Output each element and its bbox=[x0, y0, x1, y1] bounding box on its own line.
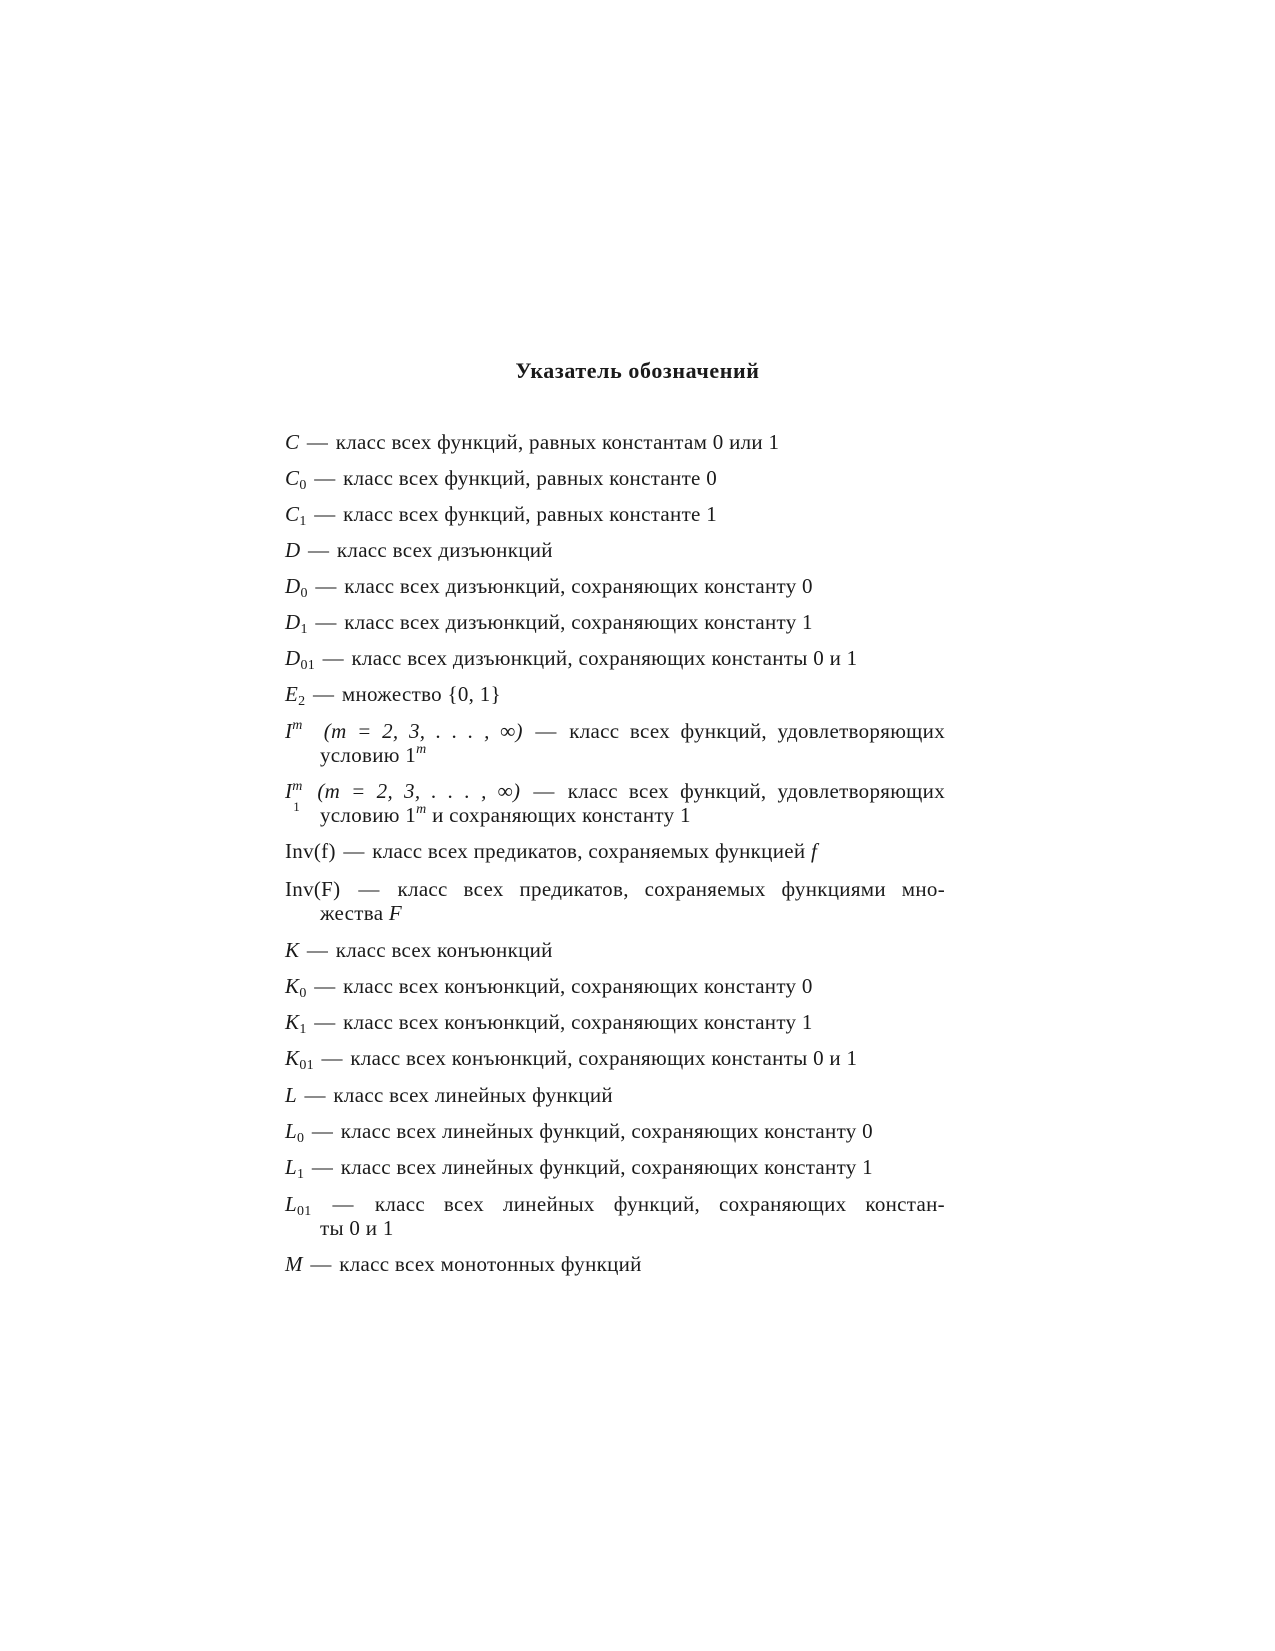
notation-entry-m bbox=[285, 1252, 945, 1277]
entry-line-2 bbox=[285, 803, 945, 828]
notation-subscript: 1 bbox=[293, 799, 301, 814]
dash: — bbox=[311, 1119, 334, 1143]
notation-description: класс всех предикатов, сохраняемых функцией bbox=[372, 839, 806, 863]
notation-entry-l1 bbox=[285, 1155, 945, 1180]
notation-entry-l0 bbox=[285, 1119, 945, 1144]
notation-entry-d1 bbox=[285, 610, 945, 635]
notation-symbol: Inv(f) bbox=[285, 839, 336, 863]
notation-symbol: D bbox=[285, 646, 301, 670]
notation-description-cont: условию 1 bbox=[320, 743, 417, 767]
notation-symbol: I bbox=[285, 719, 293, 743]
notation-entry-inv-f bbox=[285, 839, 945, 864]
notation-symbol: L bbox=[285, 1192, 297, 1216]
notation-description: класс всех конъюнкций, сохраняющих константу 1 bbox=[343, 1010, 813, 1034]
dash: — bbox=[310, 1252, 332, 1276]
notation-description-cont: жества bbox=[320, 901, 384, 925]
notation-entry-d01 bbox=[285, 646, 945, 671]
dash: — bbox=[308, 538, 330, 562]
notation-description: класс всех функций, равных константе 0 bbox=[343, 466, 718, 490]
dash: — bbox=[343, 839, 365, 863]
notation-symbol: C bbox=[285, 502, 300, 526]
notation-description: класс всех линейных функций, сохраняющих констан- bbox=[374, 1192, 945, 1216]
notation-description: класс всех линейных функций, сохраняющих константу 1 bbox=[340, 1155, 873, 1179]
notation-superscript: m bbox=[292, 718, 303, 733]
notation-symbol: D bbox=[285, 574, 301, 598]
notation-entry-e2 bbox=[285, 682, 945, 707]
notation-subscript: 0 bbox=[299, 478, 307, 493]
page-title: Указатель обозначений bbox=[515, 358, 760, 383]
notation-entry-k bbox=[285, 938, 945, 963]
notation-subscript: 01 bbox=[299, 1058, 314, 1073]
notation-supsub bbox=[292, 779, 306, 814]
condition-superscript: m bbox=[416, 802, 427, 817]
notation-entry-k0 bbox=[285, 974, 945, 999]
notation-subscript: 1 bbox=[300, 622, 308, 637]
entry-line-2 bbox=[285, 743, 945, 768]
notation-symbol: K bbox=[285, 938, 300, 962]
notation-symbol: M bbox=[285, 1252, 303, 1276]
notation-entry-d bbox=[285, 538, 945, 563]
notation-entry-k1 bbox=[285, 1010, 945, 1035]
notation-description: класс всех линейных функций bbox=[333, 1083, 613, 1107]
notation-description: класс всех дизъюнкций, сохраняющих константу 1 bbox=[344, 610, 813, 634]
notation-subscript: 01 bbox=[296, 1204, 312, 1219]
entry-line-1 bbox=[285, 719, 945, 744]
notation-subscript: 0 bbox=[300, 586, 308, 601]
notation-description: класс всех конъюнкций, сохраняющих константу 0 bbox=[343, 974, 813, 998]
notation-description: класс всех конъюнкций bbox=[335, 938, 553, 962]
notation-description-cont: ты 0 и 1 bbox=[320, 1216, 394, 1240]
notation-subscript: 0 bbox=[296, 1131, 305, 1146]
notation-subscript: 0 bbox=[299, 986, 307, 1001]
notation-entry-c bbox=[285, 430, 945, 455]
notation-symbol: L bbox=[285, 1083, 297, 1107]
entry-line-2 bbox=[285, 1216, 945, 1241]
dash: — bbox=[304, 1083, 326, 1107]
dash: — bbox=[321, 1046, 343, 1070]
notation-entry-c0 bbox=[285, 466, 945, 491]
entry-line-1 bbox=[285, 877, 945, 902]
notation-description: класс всех линейных функций, сохраняющих константу 0 bbox=[340, 1119, 873, 1143]
notation-description: класс всех конъюнкций, сохраняющих константы 0 и 1 bbox=[350, 1046, 858, 1070]
notation-subscript: 1 bbox=[299, 1022, 307, 1037]
entry-line-1 bbox=[285, 1192, 945, 1217]
dash: — bbox=[332, 1192, 354, 1216]
dash: — bbox=[533, 779, 555, 803]
dash: — bbox=[314, 974, 336, 998]
dash: — bbox=[313, 682, 335, 706]
notation-symbol: Inv(F) bbox=[285, 877, 341, 901]
notation-range: (m = 2, 3, . . . , ∞) bbox=[323, 719, 523, 743]
dash: — bbox=[358, 877, 380, 901]
notation-symbol: E bbox=[285, 682, 299, 706]
notation-entry-d0 bbox=[285, 574, 945, 599]
notation-tail-symbol: f bbox=[810, 839, 818, 863]
dash: — bbox=[314, 502, 336, 526]
notation-superscript: m bbox=[292, 779, 303, 794]
notation-subscript: 1 bbox=[299, 514, 307, 529]
dash: — bbox=[306, 938, 329, 962]
dash: — bbox=[306, 430, 329, 454]
entry-line-1 bbox=[285, 779, 945, 814]
notation-description: множество {0, 1} bbox=[341, 682, 501, 706]
notation-entry-l01 bbox=[285, 1192, 945, 1241]
notation-symbol: K bbox=[285, 1046, 300, 1070]
notation-symbol: C bbox=[285, 430, 300, 454]
notation-entry-inv-F bbox=[285, 877, 945, 926]
dash: — bbox=[311, 1155, 334, 1179]
notation-symbol: D bbox=[285, 538, 301, 562]
notation-tail-symbol: F bbox=[388, 901, 403, 925]
notation-description: класс всех функций, удовлетворяющих bbox=[569, 719, 945, 743]
condition-superscript: m bbox=[416, 742, 427, 757]
notation-symbol: K bbox=[285, 1010, 300, 1034]
notation-entry-l bbox=[285, 1083, 945, 1108]
notation-description: класс всех дизъюнкций, сохраняющих константу 0 bbox=[344, 574, 813, 598]
notation-subscript: 01 bbox=[300, 658, 316, 673]
notation-symbol: L bbox=[285, 1119, 297, 1143]
notation-range: (m = 2, 3, . . . , ∞) bbox=[317, 779, 521, 803]
dash: — bbox=[315, 610, 337, 634]
dash: — bbox=[535, 719, 557, 743]
notation-symbol: K bbox=[285, 974, 300, 998]
notation-description: класс всех функций, равных константам 0 или 1 bbox=[335, 430, 780, 454]
notation-entry-k01 bbox=[285, 1046, 945, 1071]
notation-description-tail: и сохраняющих константу 1 bbox=[426, 803, 691, 827]
notation-description: класс всех функций, удовлетворяющих bbox=[567, 779, 945, 803]
notation-entry-c1 bbox=[285, 502, 945, 527]
notation-description: класс всех дизъюнкций bbox=[336, 538, 553, 562]
notation-description: класс всех дизъюнкций, сохраняющих константы 0 и 1 bbox=[351, 646, 858, 670]
notation-description-cont: условию 1 bbox=[320, 803, 417, 827]
notation-entry-im bbox=[285, 719, 945, 768]
notation-description: класс всех функций, равных константе 1 bbox=[343, 502, 718, 526]
notation-symbol: C bbox=[285, 466, 300, 490]
notation-entry-i1m bbox=[285, 779, 945, 828]
notation-description: класс всех монотонных функций bbox=[339, 1252, 642, 1276]
notation-description: класс всех предикатов, сохраняемых функциями мно- bbox=[397, 877, 945, 901]
notation-subscript: 1 bbox=[296, 1167, 305, 1182]
dash: — bbox=[315, 574, 337, 598]
dash: — bbox=[314, 466, 336, 490]
notation-symbol: L bbox=[285, 1155, 297, 1179]
dash: — bbox=[314, 1010, 336, 1034]
notation-symbol: I bbox=[285, 779, 293, 803]
notation-subscript: 2 bbox=[298, 694, 306, 709]
dash: — bbox=[322, 646, 344, 670]
entry-line-2 bbox=[285, 901, 945, 926]
notation-symbol: D bbox=[285, 610, 301, 634]
